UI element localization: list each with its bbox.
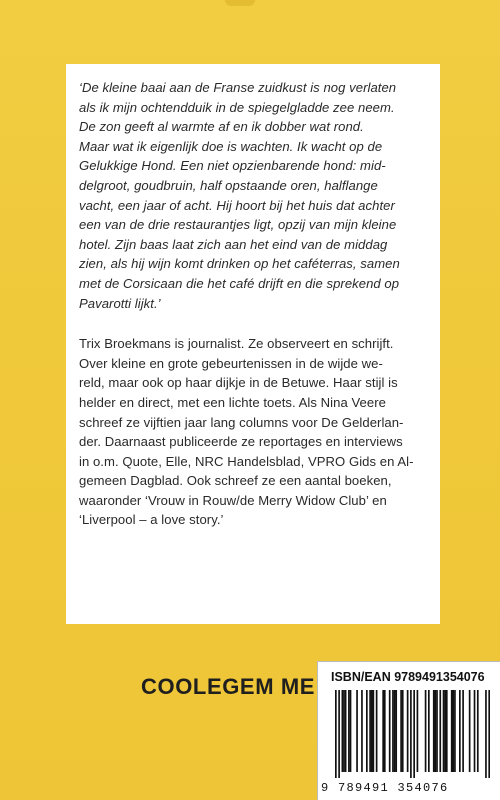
barcode-bar xyxy=(407,690,409,772)
barcode-bar xyxy=(425,690,427,772)
barcode-bar xyxy=(348,690,350,772)
quote-line: als ik mijn ochtendduik in de spiegelgladde zee neem. xyxy=(79,99,395,115)
quote-line: vacht, een jaar of acht. Hij hoort bij het huis dat achter xyxy=(79,197,395,213)
barcode-bar xyxy=(345,690,347,772)
barcode-bar xyxy=(389,690,391,772)
bio-line: gemeen Dagblad. Ook schreef ze een aantal boeken, xyxy=(79,473,392,489)
quote-line: De zon geeft al warmte af en ik dobber wat rond. xyxy=(79,119,364,135)
barcode-bar xyxy=(446,690,448,772)
barcode-bar xyxy=(335,690,337,778)
barcode-bar xyxy=(410,690,412,778)
barcode-bar xyxy=(417,690,419,772)
barcode-bar xyxy=(439,690,441,772)
bio-line: ‘Liverpool – a love story.’ xyxy=(79,512,224,528)
barcode-bar xyxy=(444,690,446,772)
barcode-bar xyxy=(488,690,490,778)
barcode-bar xyxy=(454,690,456,772)
quote-line: zien, als hij wijn komt drinken op het caféterras, samen xyxy=(79,256,400,272)
bio-line: helder en direct, met een lichte toets. Als Nina Veere xyxy=(79,394,386,410)
quote-line: ‘De kleine baai aan de Franse zuidkust is nog verlaten xyxy=(79,80,397,95)
barcode-bar xyxy=(400,690,402,772)
barcode-bar xyxy=(413,690,415,778)
bio-line: schreef ze vijftien jaar lang columns voor De Gelderlan- xyxy=(79,414,404,430)
barcode-bar xyxy=(361,690,363,772)
barcode-bar xyxy=(402,690,404,772)
barcode-bar xyxy=(376,690,378,772)
barcode-bar xyxy=(366,690,368,772)
barcode-bar xyxy=(469,690,471,772)
barcode-bar xyxy=(342,690,344,772)
barcode-bar xyxy=(394,690,396,772)
barcode-bar xyxy=(435,690,437,772)
barcode-bar xyxy=(369,690,371,772)
barcode-bar xyxy=(433,690,435,772)
publisher-name: COOLEGEM ME xyxy=(141,674,316,699)
barcode xyxy=(335,690,490,778)
barcode-bar xyxy=(477,690,479,772)
bio-line: waaronder ‘Vrouw in Rouw/de Merry Widow Club’ en xyxy=(79,492,387,508)
barcode-bar xyxy=(343,690,345,772)
barcode-bar xyxy=(373,690,375,772)
barcode-bar xyxy=(462,690,464,772)
bio-line: Trix Broekmans is journalist. Ze observeert en schrijft. xyxy=(79,336,394,352)
author-bio xyxy=(79,334,430,530)
quote-line: een van de drie restaurantjes ligt, opzij van mijn kleine xyxy=(79,217,397,233)
barcode-bar xyxy=(392,690,394,772)
top-edge-mark xyxy=(225,0,255,6)
quote-line: delgroot, goudbruin, half opstaande oren, halflange xyxy=(79,177,378,193)
barcode-sticker xyxy=(317,661,500,800)
quote-line: Gelukkige Hond. Een niet opzienbarende hond: mid- xyxy=(79,158,386,174)
barcode-bar xyxy=(338,690,340,778)
barcode-bar xyxy=(395,690,397,772)
barcode-bar xyxy=(382,690,384,772)
barcode-bar xyxy=(452,690,454,772)
barcode-bar xyxy=(474,690,476,772)
bio-line: reld, maar ook op haar dijkje in de Betuwe. Haar stijl is xyxy=(79,375,398,391)
quote-line: Pavarotti lijkt.’ xyxy=(79,295,161,311)
barcode-bar xyxy=(356,690,358,772)
isbn-label: ISBN/EAN 9789491354076 xyxy=(331,670,485,684)
barcode-bar xyxy=(443,690,445,772)
bio-line: in o.m. Quote, Elle, NRC Handelsblad, VPRO Gids en Al- xyxy=(79,453,414,469)
quote-line: Maar wat ik eigenlijk doe is wachten. Ik wacht op de xyxy=(79,138,383,154)
bio-line: Over kleine en grote gebeurtenissen in de wijde we- xyxy=(79,355,383,371)
barcode-bar xyxy=(428,690,430,772)
excerpt-quote xyxy=(79,78,430,313)
barcode-bar xyxy=(436,690,438,772)
barcode-bar xyxy=(485,690,487,778)
barcode-bar xyxy=(459,690,461,772)
barcode-bar xyxy=(350,690,352,772)
text-panel xyxy=(66,64,440,624)
barcode-bar xyxy=(384,690,386,772)
barcode-bar xyxy=(451,690,453,772)
barcode-bar xyxy=(371,690,373,772)
barcode-digits: 9 789491 354076 xyxy=(321,781,449,795)
bio-line: der. Daarnaast publiceerde ze reportages en interviews xyxy=(79,434,403,450)
quote-line: met de Corsicaan die het café drijft en die sprekend op xyxy=(79,275,400,291)
quote-line: hotel. Zijn baas laat zich aan het eind van de middag xyxy=(79,236,388,252)
